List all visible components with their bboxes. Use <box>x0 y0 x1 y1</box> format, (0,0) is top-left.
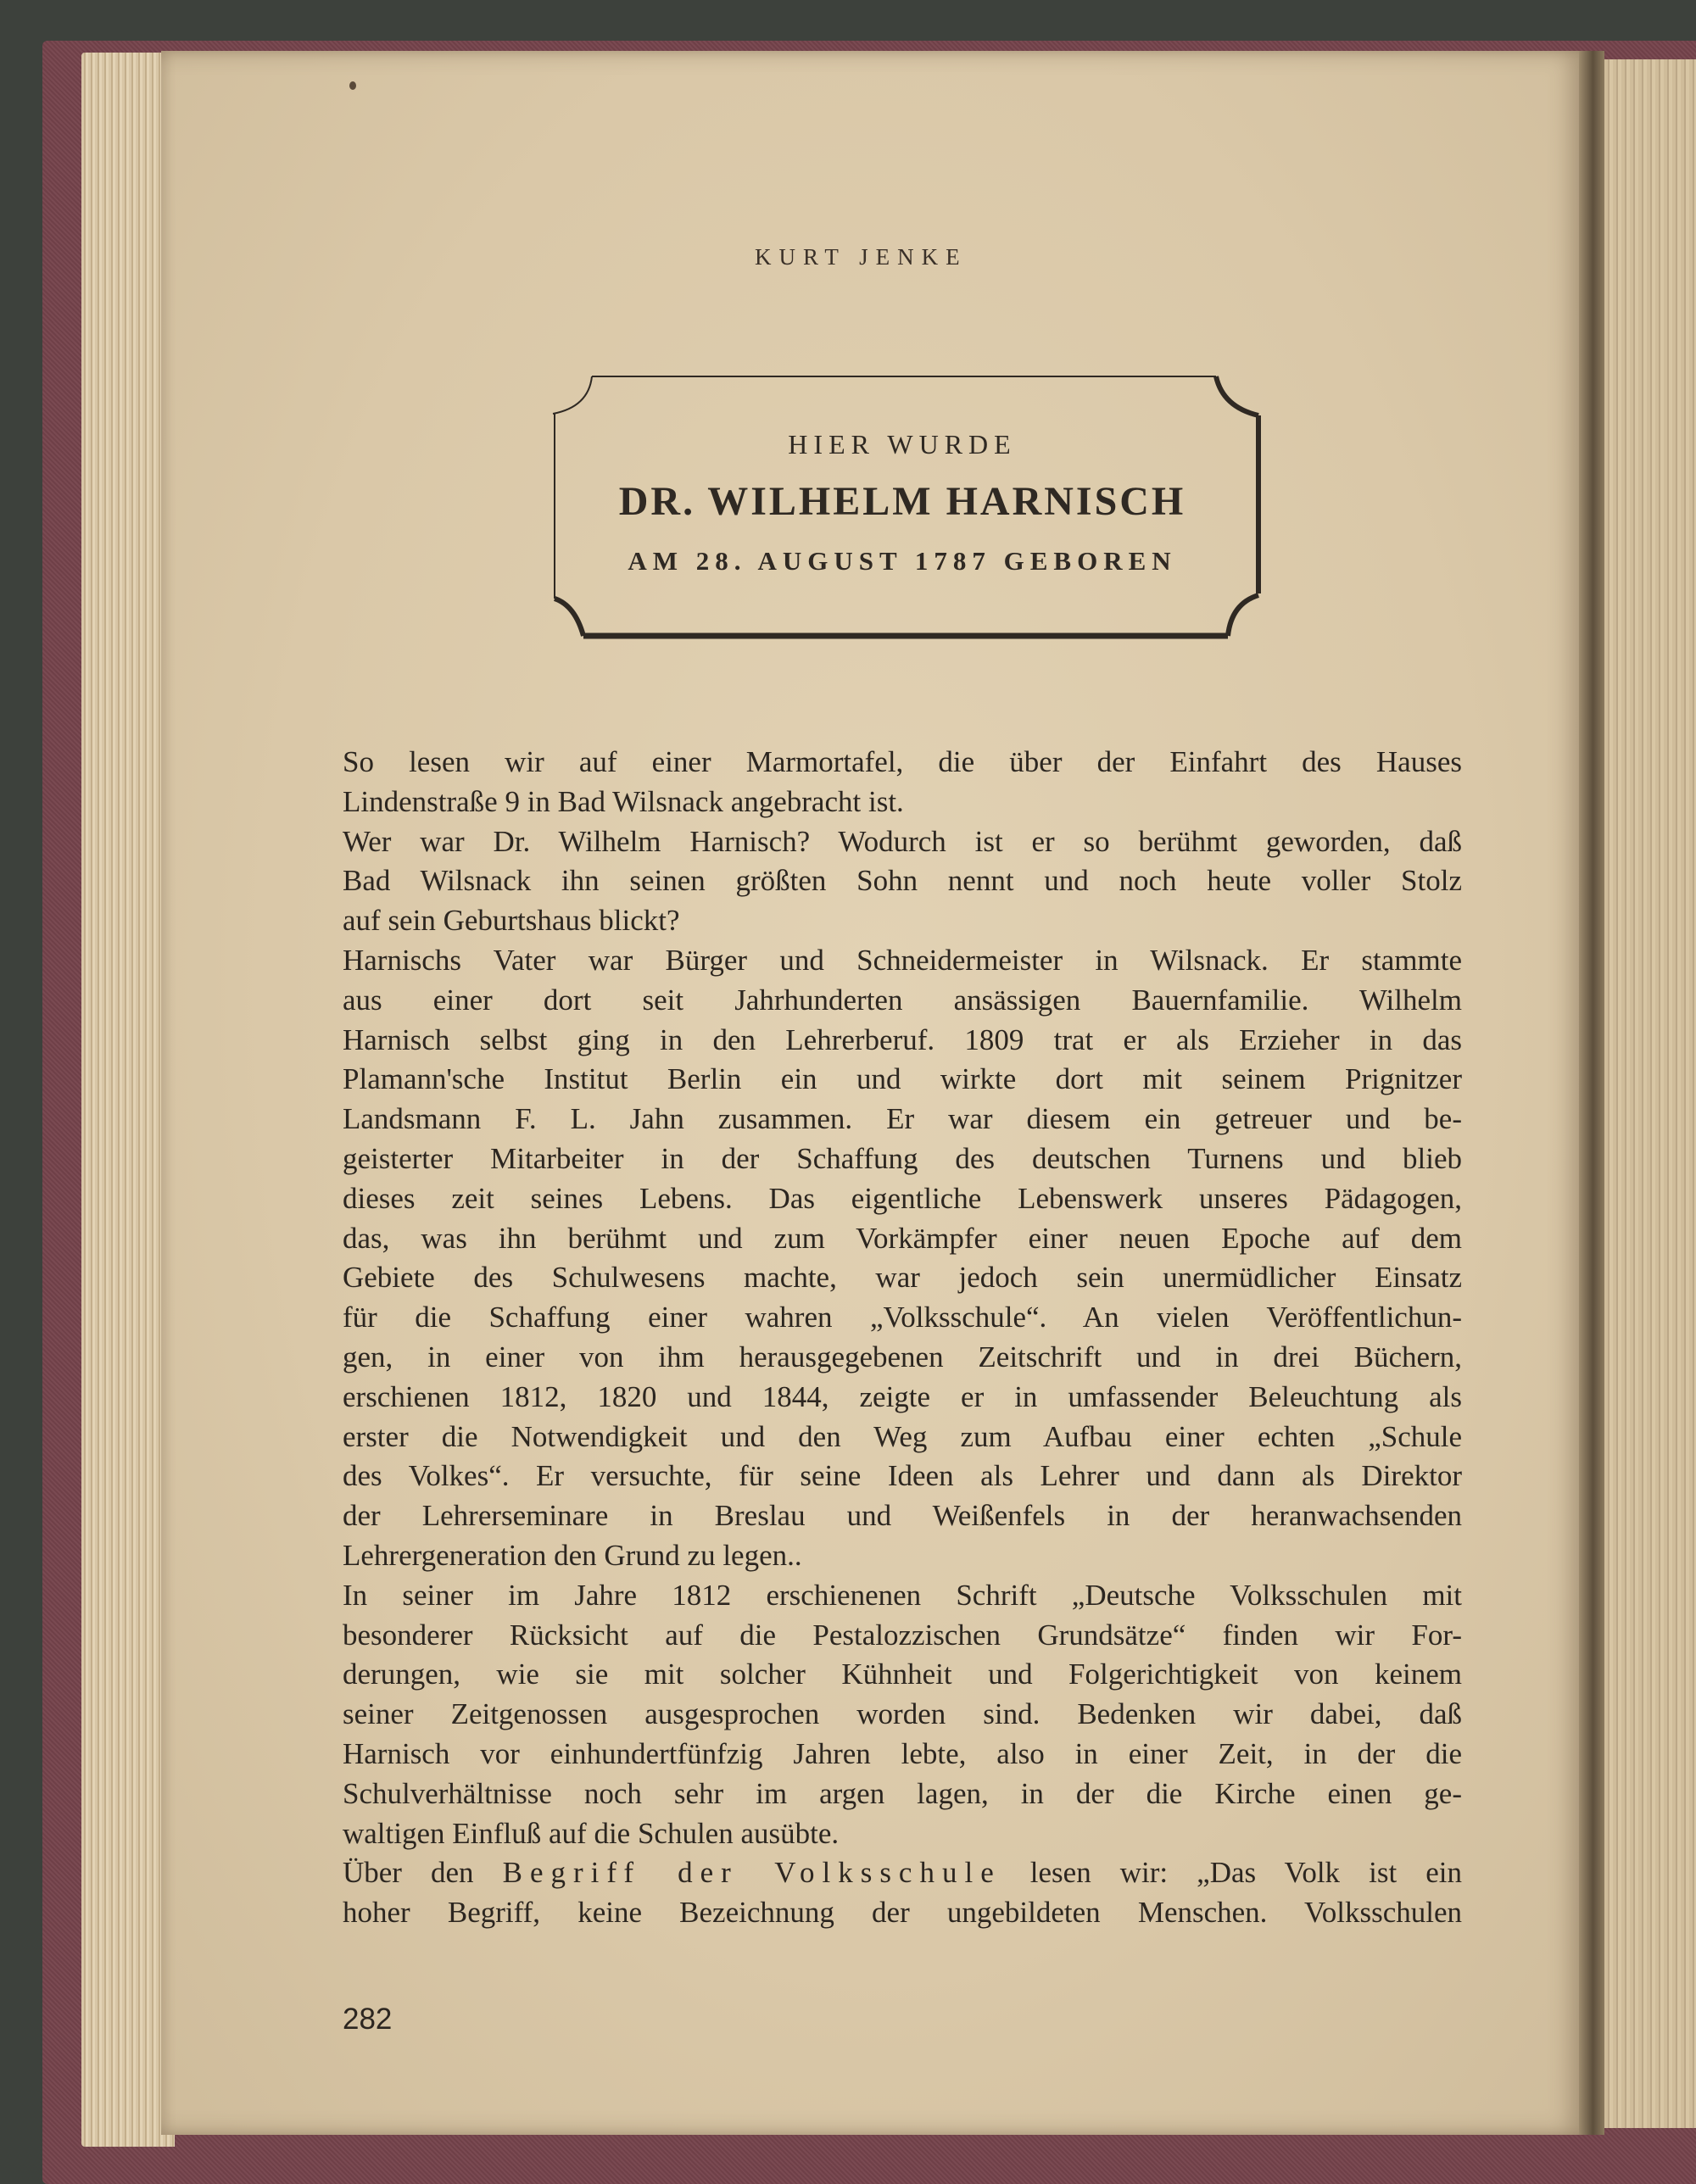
page-number: 282 <box>343 2003 393 2036</box>
text-line: für die Schaffung einer wahren „Volksschule“. An vielen Veröffentlichun- <box>343 1301 1462 1334</box>
text-line: Landsmann F. L. Jahn zusammen. Er war diesem ein getreuer und be- <box>343 1102 1462 1136</box>
text-line: dieses zeit seines Lebens. Das eigentliche Lebenswerk unseres Pädagogen, <box>343 1181 1462 1215</box>
text-run: lesen wir: „Das Volk ist ein <box>1001 1856 1462 1890</box>
text-line <box>343 1853 1462 1893</box>
text-run: Über den <box>343 1856 503 1890</box>
text-line: So lesen wir auf einer Marmortafel, die über der Einfahrt des Hauses <box>343 745 1462 778</box>
text-line: das, was ihn berühmt und zum Vorkämpfer einer neuen Epoche auf dem <box>343 1221 1462 1255</box>
text-line: Schulverhältnisse noch sehr im argen lagen, in der die Kirche einen ge- <box>343 1776 1462 1810</box>
text-line: seiner Zeitgenossen ausgesprochen worden sind. Bedenken wir dabei, daß <box>343 1697 1462 1731</box>
text-line: Lehrergeneration den Grund zu legen.. <box>343 1538 802 1572</box>
paragraph-2 <box>343 822 1462 941</box>
book-gutter <box>1579 51 1604 2135</box>
paragraph-1 <box>343 743 1462 822</box>
text-line: Harnisch selbst ging in den Lehrerberuf. 1809 trat er als Erzieher in das <box>343 1022 1462 1056</box>
paragraph-4 <box>343 1576 1462 1854</box>
text-line: gen, in einer von ihm herausgegebenen Zeitschrift und in drei Büchern, <box>343 1340 1462 1373</box>
text-line: In seiner im Jahre 1812 erschienenen Schrift „Deutsche Volksschulen mit <box>343 1578 1462 1612</box>
text-line: Gebiete des Schulwesens machte, war jedoch sein unermüdlicher Einsatz <box>343 1261 1462 1295</box>
text-line: Bad Wilsnack ihn seinen größten Sohn nennt und noch heute voller Stolz <box>343 864 1462 898</box>
text-line: der Lehrerseminare in Breslau und Weißenfels in der heranwachsenden <box>343 1499 1462 1533</box>
text-line: hoher Begriff, keine Bezeichnung der ungebildeten Menschen. Volksschulen <box>343 1896 1462 1930</box>
text-line: derungen, wie sie mit solcher Kühnheit und Folgerichtigkeit von keinem <box>343 1658 1462 1691</box>
text-line: Lindenstraße 9 in Bad Wilsnack angebracht ist. <box>343 784 904 818</box>
body-text <box>343 743 1462 1933</box>
paragraph-5 <box>343 1853 1462 1933</box>
text-line: Plamann'sche Institut Berlin ein und wirkte dort mit seinem Prignitzer <box>343 1062 1462 1096</box>
text-line: besonderer Rücksicht auf die Pestalozzischen Grundsätze“ finden wir For- <box>343 1618 1462 1652</box>
plaque-line-2: DR. WILHELM HARNISCH <box>618 479 1186 524</box>
text-line: auf sein Geburtshaus blickt? <box>343 904 680 938</box>
paragraph-3 <box>343 941 1462 1576</box>
facing-page-edge <box>1604 59 1696 2128</box>
author-name: KURT JENKE <box>755 244 968 270</box>
plaque-line-1: HIER WURDE <box>788 429 1017 460</box>
text-line: erschienen 1812, 1820 und 1844, zeigte er in umfassender Beleuchtung als <box>343 1379 1462 1413</box>
text-line: Harnischs Vater war Bürger und Schneidermeister in Wilsnack. Er stammte <box>343 943 1462 977</box>
text-line: aus einer dort seit Jahrhunderten ansässigen Bauernfamilie. Wilhelm <box>343 983 1462 1017</box>
text-line: Wer war Dr. Wilhelm Harnisch? Wodurch ist er so berühmt geworden, daß <box>343 824 1462 858</box>
ink-speck <box>349 81 356 90</box>
memorial-plaque <box>538 373 1267 644</box>
text-line: geisterter Mitarbeiter in der Schaffung des deutschen Turnens und blieb <box>343 1141 1462 1175</box>
text-line: erster die Notwendigkeit und den Weg zum Aufbau einer echten „Schule <box>343 1419 1462 1453</box>
text-line: Harnisch vor einhundertfünfzig Jahren lebte, also in einer Zeit, in der die <box>343 1736 1462 1770</box>
spaced-term: Begriff der Volksschule <box>502 1856 1001 1890</box>
text-line: waltigen Einfluß auf die Schulen ausübte. <box>343 1816 840 1850</box>
plaque-line-3: AM 28. AUGUST 1787 GEBOREN <box>628 546 1177 576</box>
text-line: des Volkes“. Er versuchte, für seine Ideen als Lehrer und dann als Direktor <box>343 1459 1462 1493</box>
